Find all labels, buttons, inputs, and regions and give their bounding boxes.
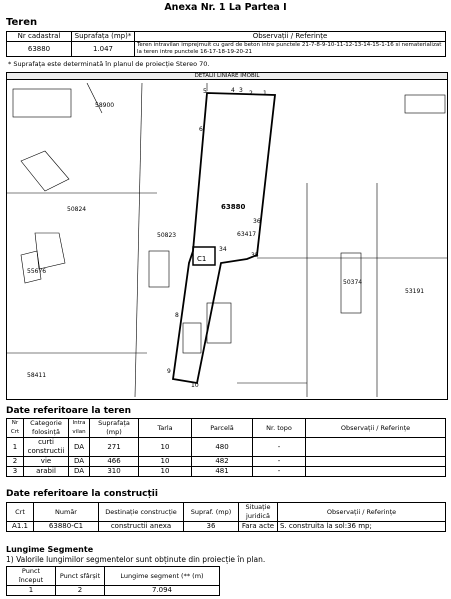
parcel-label: 58900 [95,102,115,109]
table-cell: 3 [7,467,24,477]
table-cell: 36 [184,522,239,532]
table-cell: 480 [192,438,253,457]
table-cell: DA [69,438,90,457]
table-cell: 482 [192,457,253,467]
building-label: C1 [197,255,207,263]
parcel-line [135,83,142,397]
table-cell: 10 [139,467,192,477]
neighbor-building [21,251,41,283]
table-cell: 2 [56,586,105,596]
table-cell: DA [69,457,90,467]
parcel-label-main: 63880 [221,203,246,211]
table-cell [306,467,446,477]
table-cell: vie [24,457,69,467]
table-cell: 7.094 [105,586,220,596]
constructii-data-title: Date referitoare la construcții [6,489,158,499]
header-cell: Punct sfârșit [56,567,105,586]
header-cell: Parcelă [192,419,253,438]
cadastral-plan [7,83,447,397]
point-label: 34 [219,246,227,253]
table-cell: - [253,467,306,477]
plan-caption: DETALII LINIARE IMOBIL [7,73,447,80]
table-cell: 271 [90,438,139,457]
table-cell: 63880-C1 [34,522,99,532]
constructii-data-table [6,502,446,532]
segmente-note: 1) Valorile lungimilor segmentelor sunt obținute din proiecție în plan. [6,555,266,564]
header-cell: Categorie folosință [24,419,69,438]
table-cell: DA [69,467,90,477]
header-cell: Suprafața (mp)* [72,32,135,42]
table-cell: 1 [7,586,56,596]
table-cell: constructii anexa [99,522,184,532]
plan-frame [6,72,448,400]
cadastral-number: 63880 [7,42,72,57]
table-cell: 2 [7,457,24,467]
header-cell: Nr Crt [7,419,24,438]
header-cell: Situație juridică [239,503,278,522]
neighbor-building [405,95,445,113]
table-cell: A1.1 [7,522,34,532]
neighbor-building [149,251,169,287]
teren-data-table [6,418,446,477]
section-teren-title: Teren [6,17,38,28]
header-cell: Nr cadastral [7,32,72,42]
neighbor-building [35,233,65,269]
parcel-label: 58411 [27,372,47,379]
table-cell: 10 [139,438,192,457]
header-cell: Număr [34,503,99,522]
neighbor-building [13,89,71,117]
header-cell: Crt [7,503,34,522]
header-cell: Suprafața (mp) [90,419,139,438]
parcel-63880-outline [173,93,275,383]
teren-data-title: Date referitoare la teren [6,406,132,416]
table-cell: 310 [90,467,139,477]
point-label: 5 [203,88,207,95]
header-cell: Punct început [7,567,56,586]
parcel-label: 53191 [405,288,425,295]
surface-value: 1.047 [72,42,135,57]
annex-title: Anexa Nr. 1 La Partea I [164,2,287,13]
header-cell: Lungime segment (** (m) [105,567,220,586]
table-cell: arabil [24,467,69,477]
segmente-table [6,566,220,596]
segmente-title: Lungime Segmente [6,545,94,554]
header-cell: Destinație construcție [99,503,184,522]
table-cell: - [253,457,306,467]
point-label: 2 [249,90,253,97]
point-label: 4 [231,87,235,94]
neighbor-building [183,323,201,353]
table-cell: 10 [139,457,192,467]
header-cell: Supraf. (mp) [184,503,239,522]
point-label: 9 [167,368,171,375]
header-cell: Tarla [139,419,192,438]
parcel-label: 55676 [27,268,47,275]
point-label: 36 [253,218,261,225]
parcel-label: 50374 [343,279,363,286]
header-cell: Observații / Referințe [306,419,446,438]
table-cell: 1 [7,438,24,457]
point-label: 3 [239,87,243,94]
teren-table [6,31,446,57]
table-cell: - [253,438,306,457]
point-label: 10 [191,382,199,389]
point-label: 1 [263,90,267,97]
parcel-label: 50823 [157,232,177,239]
table-cell [306,438,446,457]
table-cell: 466 [90,457,139,467]
table-cell: Fara acte [239,522,278,532]
point-label: 6 [199,126,203,133]
surface-note: * Suprafața este determinată în planul de proiecție Stereo 70. [8,60,210,68]
neighbor-building [207,303,231,343]
header-cell: Observații / Referințe [135,32,446,42]
point-label: 8 [175,312,179,319]
teren-observations: Teren intravilan imprejmuit cu gard de beton intre punctele 21-7-8-9-10-11-12-13-14-15-1-16 si nematerializat la teren intre punctele 16-17-18-19-20-21 [135,42,446,57]
header-cell: Nr. topo [253,419,306,438]
header-cell: Intra vilan [69,419,90,438]
table-cell: 481 [192,467,253,477]
table-cell: S. construita la sol:36 mp; [278,522,446,532]
header-cell: Observații / Referințe [278,503,446,522]
parcel-label: 50824 [67,206,87,213]
parcel-label: 63417 [237,231,257,238]
point-label: 35 [251,252,259,259]
table-cell [306,457,446,467]
neighbor-building [21,151,69,191]
table-cell: curti constructii [24,438,69,457]
